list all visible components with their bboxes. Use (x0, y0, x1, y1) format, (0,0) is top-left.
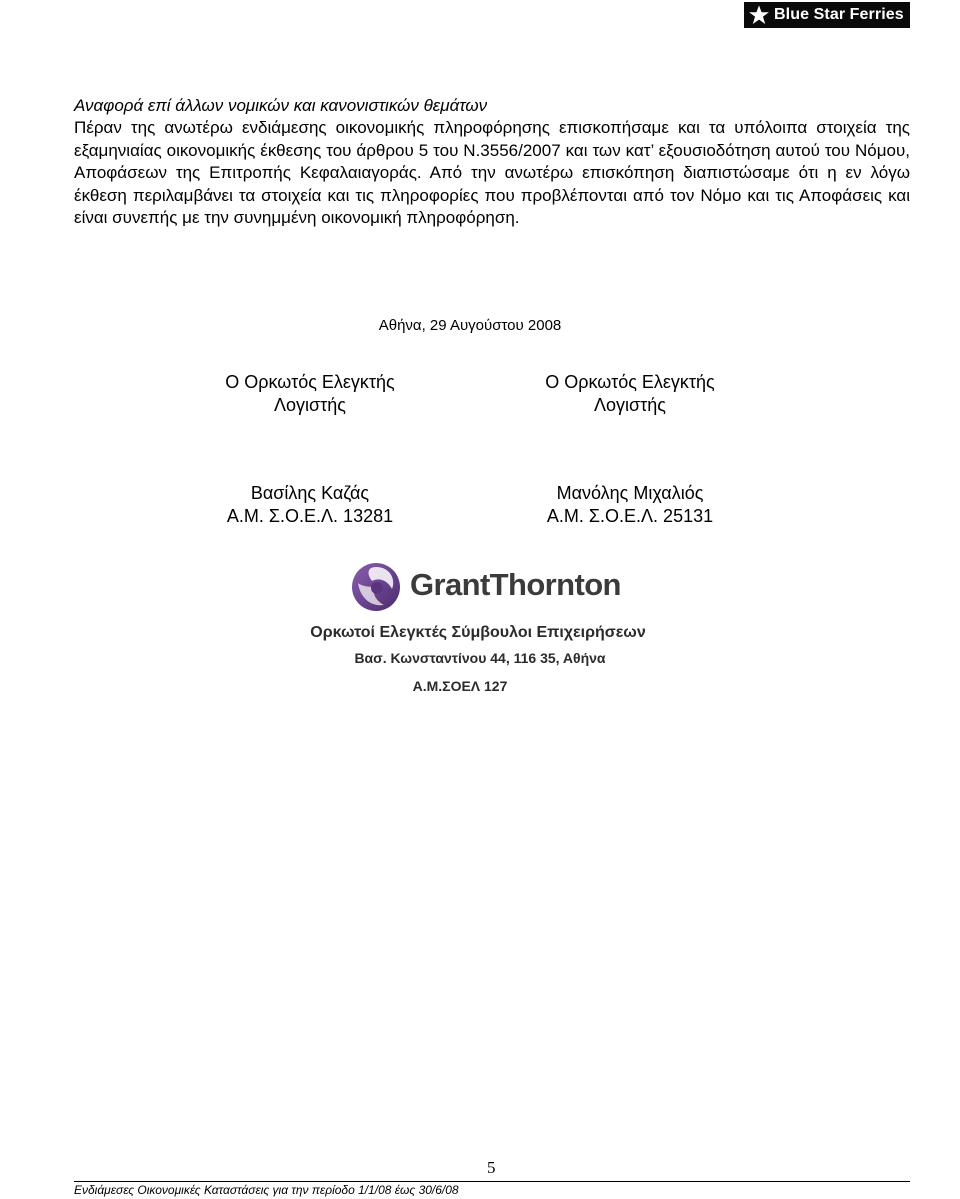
footer-text: Ενδιάμεσες Οικονομικές Καταστάσεις για την περίοδο 1/1/08 έως 30/6/08 (74, 1183, 459, 1197)
date-line: Αθήνα, 29 Αυγούστου 2008 (378, 317, 562, 334)
stamp-address: Βασ. Κωνσταντίνου 44, 116 35, Αθήνα (354, 650, 606, 666)
grant-thornton-wordmark: GrantThornton (410, 567, 621, 602)
signatory-right-title-block (470, 371, 790, 417)
signatory-name: Βασίλης Καζάς (250, 483, 370, 503)
signatory-subtitle: Λογιστής (274, 395, 346, 415)
page-number: 5 (487, 1158, 496, 1177)
signatory-left-title-block (150, 371, 470, 417)
footer-divider (74, 1181, 910, 1182)
signatory-registration: Α.Μ. Σ.Ο.Ε.Λ. 25131 (546, 506, 714, 526)
section-heading: Αναφορά επί άλλων νομικών και κανονιστικών θεμάτων (74, 96, 488, 115)
signatory-right-name-block (470, 482, 790, 528)
signatory-name: Μανόλης Μιχαλιός (556, 483, 704, 503)
grant-thornton-swirl-icon (350, 561, 402, 613)
star-icon (748, 4, 770, 26)
logo-text: Blue Star Ferries (774, 6, 904, 23)
stamp-firm-line: Ορκωτοί Ελεγκτές Σύμβουλοι Επιχειρήσεων (310, 624, 646, 641)
blue-star-ferries-logo (744, 2, 910, 28)
signatory-left-name-block (150, 482, 470, 528)
signatory-subtitle: Λογιστής (594, 395, 666, 415)
body-paragraph: Πέραν της ανωτέρω ενδιάμεσης οικονομικής πληροφόρησης επισκοπήσαμε και τα υπόλοιπα στοιχεία της εξαμηνιαίας οικονομικής έκθεσης του άρθρου 5 του Ν.3556/2007 και των κατ’ εξουσιοδότηση αυτού του Νόμου, Αποφάσεων της Επιτροπής Κεφαλαιαγοράς. Από την ανωτέρω επισκόπηση διαπιστώσαμε ότι η εν λόγω έκθεση περιλαμβάνει τα στοιχεία και τις πληροφορίες που προβλέπονται από τον Νόμο και τις Αποφάσεις και είναι συνεπής με την συνημμένη οικονομική πληροφόρηση. (74, 118, 910, 228)
signatory-title: Ο Ορκωτός Ελεγκτής (545, 372, 715, 392)
stamp-registration: Α.Μ.ΣΟΕΛ 127 (412, 678, 508, 694)
signatory-title: Ο Ορκωτός Ελεγκτής (225, 372, 395, 392)
signatory-registration: Α.Μ. Σ.Ο.Ε.Λ. 13281 (226, 506, 394, 526)
